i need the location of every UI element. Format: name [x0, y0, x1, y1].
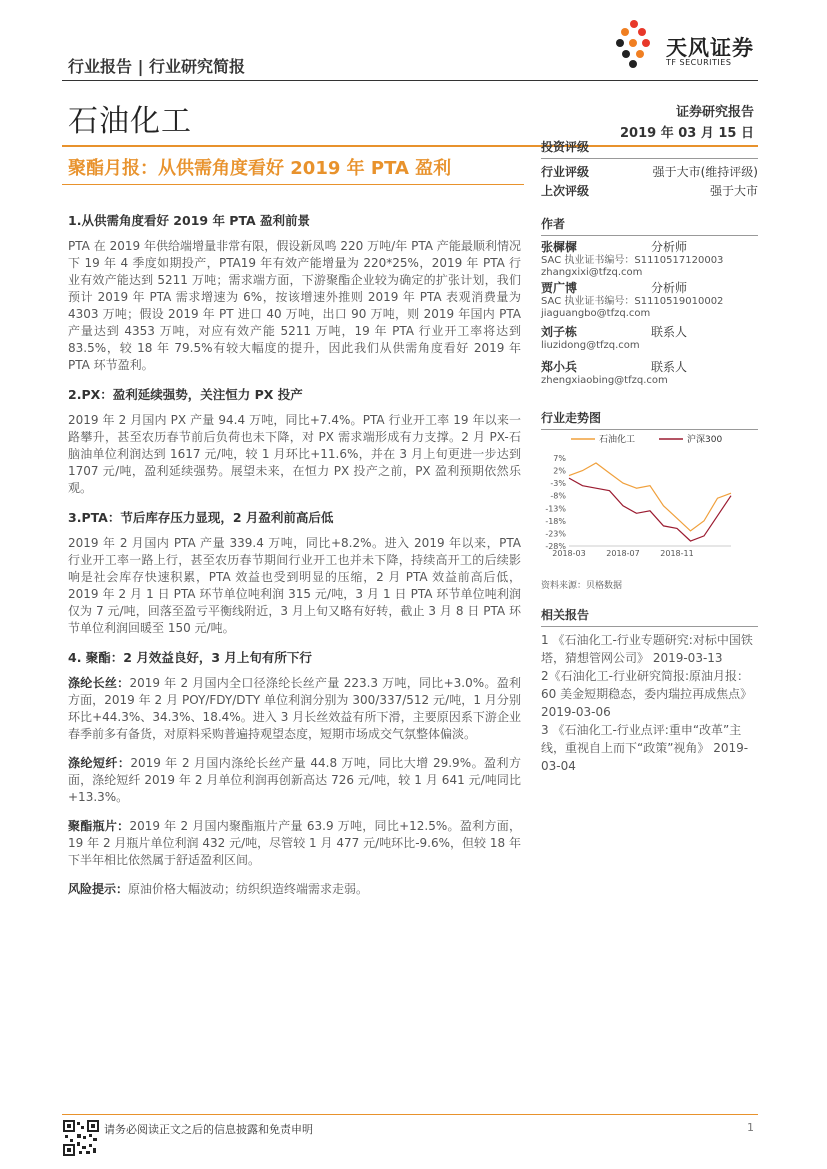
- paragraph-text: 原油价格大幅波动；纺织织造终端需求走弱。: [128, 882, 369, 896]
- legend-label: 石油化工: [599, 435, 636, 445]
- y-tick-label: 2%: [553, 466, 566, 476]
- paragraph: [68, 238, 521, 374]
- author-role: 分析师: [651, 240, 688, 254]
- author-email[interactable]: liuzidong@tfzq.com: [541, 340, 640, 351]
- author-name: 刘子栋: [541, 325, 578, 339]
- related-block: [541, 606, 758, 775]
- x-tick-label: 2018-11: [660, 549, 694, 558]
- main-body: [68, 212, 521, 910]
- header-divider: [62, 80, 758, 81]
- rating-key: 行业评级: [541, 165, 590, 179]
- rating-row: [541, 163, 758, 182]
- report-date: 2019 年 03 月 15 日: [620, 126, 754, 141]
- paragraph: [68, 755, 521, 806]
- author-name: 张樨樨: [541, 240, 578, 254]
- author-name: 郑小兵: [541, 360, 578, 374]
- logo-name: 天风证券: [666, 36, 754, 60]
- y-tick-label: -23%: [545, 529, 566, 539]
- trend-title: 行业走势图: [541, 409, 758, 430]
- y-tick-label: -18%: [545, 516, 566, 526]
- author-cert: SAC 执业证书编号：S1110519010002: [541, 296, 724, 307]
- related-item[interactable]: 1 《石油化工-行业专题研究:对标中国铁塔，猜想管网公司》 2019-03-13: [541, 633, 753, 665]
- y-tick-label: 7%: [553, 454, 566, 463]
- section-heading: 2.PX：盈利延续强势，关注恒力 PX 投产: [68, 387, 303, 402]
- related-item[interactable]: 2《石油化工-行业研究简报:原油月报：60 美金短期稳态，委内瑞拉再成焦点》 2019-03-06: [541, 669, 753, 719]
- series-line: [569, 478, 731, 541]
- y-tick-label: -28%: [545, 542, 566, 551]
- rating-value: 强于大市: [709, 184, 758, 198]
- qr-code-icon: [63, 1120, 99, 1156]
- paragraph-text: 2019 年 2 月国内全口径涤纶长丝产量 223.3 万吨，同比+3.0%。盈利方面，2019 年 2 月 POY/FDY/DTY 单位利润分别为 300/337/512 元/吨，1 月分别环比+44.3%、34.3%、18.4%。进入 3 月长丝效益有所下滑，主要原因系下游企业春季前多有备货，对原料采购普遍持观望态度，短期市场成交气氛整体偏淡。: [68, 676, 521, 741]
- sidebar: [541, 138, 758, 434]
- author-role: 分析师: [651, 281, 688, 295]
- y-tick-label: -8%: [550, 491, 566, 501]
- author-block: [541, 281, 758, 320]
- paragraph-lead: 聚酯瓶片：: [68, 819, 130, 833]
- related-title: 相关报告: [541, 606, 758, 627]
- paragraph: [68, 675, 521, 743]
- footer-divider: [62, 1114, 758, 1115]
- paragraph-text: 2019 年 2 月国内 PX 产量 94.4 万吨，同比+7.4%。PTA 行业开工率 19 年以来一路攀升，甚至农历春节前后负荷也未下降，对 PX 需求端形成有力支撑。2 月 PX-石脑油单位利润达到 1617 元/吨，较 1 月环比+11.6%，并在 3 月上旬更进一步达到 1707 元/吨，盈利延续强势。展望未来，在恒力 PX 投产之前，PX 盈利预期依然乐观。: [68, 413, 521, 495]
- section-heading: 3.PTA：节后库存压力显现，2 月盈利前高后低: [68, 510, 334, 525]
- logo-subtitle: TF SECURITIES: [666, 58, 732, 67]
- paragraph: [68, 412, 521, 497]
- paragraph-lead: 涤纶长丝：: [68, 676, 130, 690]
- section-1: [68, 212, 521, 374]
- paragraph-text: 2019 年 2 月国内 PTA 产量 339.4 万吨，同比+8.2%。进入 2019 年以来，PTA 行业开工率一路上行，甚至农历春节期间行业开工也并未下降，持续高开工的后续影响是社会库存快速积累，PTA 效益也受到明显的压缩，2 月 PTA 效益前高后低，2019 年 2 月 1 日 PTA 环节单位吨利润 315 元/吨，3 月 1 日 PTA 环节单位吨利润仅为 7 元/吨，回落至盈亏平衡线附近，3 月上旬又略有好转，截止 3 月 8 日 PTA 环节单位利润回暖至 150 元/吨。: [68, 536, 521, 635]
- trend-chart: [541, 428, 758, 578]
- rating-title: 投资评级: [541, 138, 758, 159]
- paragraph-text: PTA 在 2019 年供给端增量非常有限，假设新凤鸣 220 万吨/年 PTA 产能最顺利情况下 19 年 4 季度如期投产，PTA19 年有效产能增量为 220*25%，2019 年 PTA 行业有效产能达到 5211 万吨；需求端方面，下游聚酯企业较为确定的扩张计划，我们预计 2019 年 PTA 需求增速为 6%，按该增速外推则 2019 年 PTA 表观消费量为 4303 万吨；假设 2019 年 PT 进口 40 万吨，出口 90 万吨，则 2019 年国内 PTA 产量达到 4353 万吨，对应有效产能 5211 万吨，19 年 PTA 行业开工率将达到 83.5%，较 18 年 79.5%有较大幅度的提升，因此我们从供需角度看好 2019 年 PTA 环节盈利。: [68, 239, 521, 372]
- paragraph-lead: 风险提示：: [68, 882, 129, 896]
- author-email[interactable]: zhangxixi@tfzq.com: [541, 267, 643, 278]
- legend-label: 沪深300: [687, 435, 723, 445]
- y-tick-label: -3%: [550, 479, 566, 489]
- author-email[interactable]: jiaguangbo@tfzq.com: [541, 308, 651, 319]
- author-block: [541, 325, 758, 352]
- author-role: 联系人: [651, 360, 688, 374]
- paragraph: [68, 818, 521, 869]
- page-number: 1: [747, 1121, 754, 1134]
- authors-title: 作者: [541, 215, 758, 236]
- author-role: 联系人: [651, 325, 688, 339]
- series-line: [569, 463, 731, 531]
- chart-source: 资料来源：贝格数据: [541, 581, 623, 591]
- rating-value: 强于大市(维持评级): [652, 165, 758, 179]
- rating-key: 上次评级: [541, 184, 590, 198]
- sector-title: 石油化工: [68, 104, 192, 139]
- section-heading: 4. 聚酯：2 月效益良好，3 月上旬有所下行: [68, 650, 312, 665]
- section-2: [68, 386, 521, 497]
- title-underline: [62, 184, 524, 185]
- section-4: [68, 649, 521, 898]
- paragraph: [68, 535, 521, 637]
- report-type: 证券研究报告: [675, 105, 754, 120]
- x-tick-label: 2018-07: [606, 549, 640, 558]
- related-item[interactable]: 3 《石油化工-行业点评:重申“改革”主线，重视自上而下“政策”视角》 2019-03-04: [541, 723, 749, 773]
- related-list: [541, 631, 758, 775]
- paragraph-lead: 涤纶短纤：: [68, 756, 131, 770]
- disclaimer-text[interactable]: 请务必阅读正文之后的信息披露和免责申明: [104, 1123, 313, 1136]
- author-name: 贾广博: [541, 281, 578, 295]
- section-3: [68, 509, 521, 637]
- report-category: 行业报告 | 行业研究简报: [68, 57, 245, 76]
- paragraph-text: 2019 年 2 月国内聚酯瓶片产量 63.9 万吨，同比+12.5%。盈利方面，19 年 2 月瓶片单位利润 432 元/吨，尽管较 1 月 477 元/吨环比-9.6%，但较 18 年下半年相比依然属于舒适盈利区间。: [68, 819, 521, 867]
- y-tick-label: -13%: [545, 504, 566, 514]
- report-title: 聚酯月报：从供需角度看好 2019 年 PTA 盈利: [68, 158, 452, 179]
- author-email[interactable]: zhengxiaobing@tfzq.com: [541, 375, 668, 386]
- author-block: [541, 360, 758, 387]
- x-tick-label: 2018-03: [552, 549, 586, 558]
- paragraph-text: 2019 年 2 月国内涤纶长丝产量 44.8 万吨，同比大增 29.9%。盈利方面，涤纶短纤 2019 年 2 月单位利润再创新高达 726 元/吨，较 1 月 641 元/吨同比+13.3%。: [68, 756, 521, 804]
- section-heading: 1.从供需角度看好 2019 年 PTA 盈利前景: [68, 213, 311, 228]
- author-cert: SAC 执业证书编号：S1110517120003: [541, 255, 724, 266]
- author-block: [541, 240, 758, 279]
- rating-row: [541, 182, 758, 201]
- paragraph: [68, 881, 521, 898]
